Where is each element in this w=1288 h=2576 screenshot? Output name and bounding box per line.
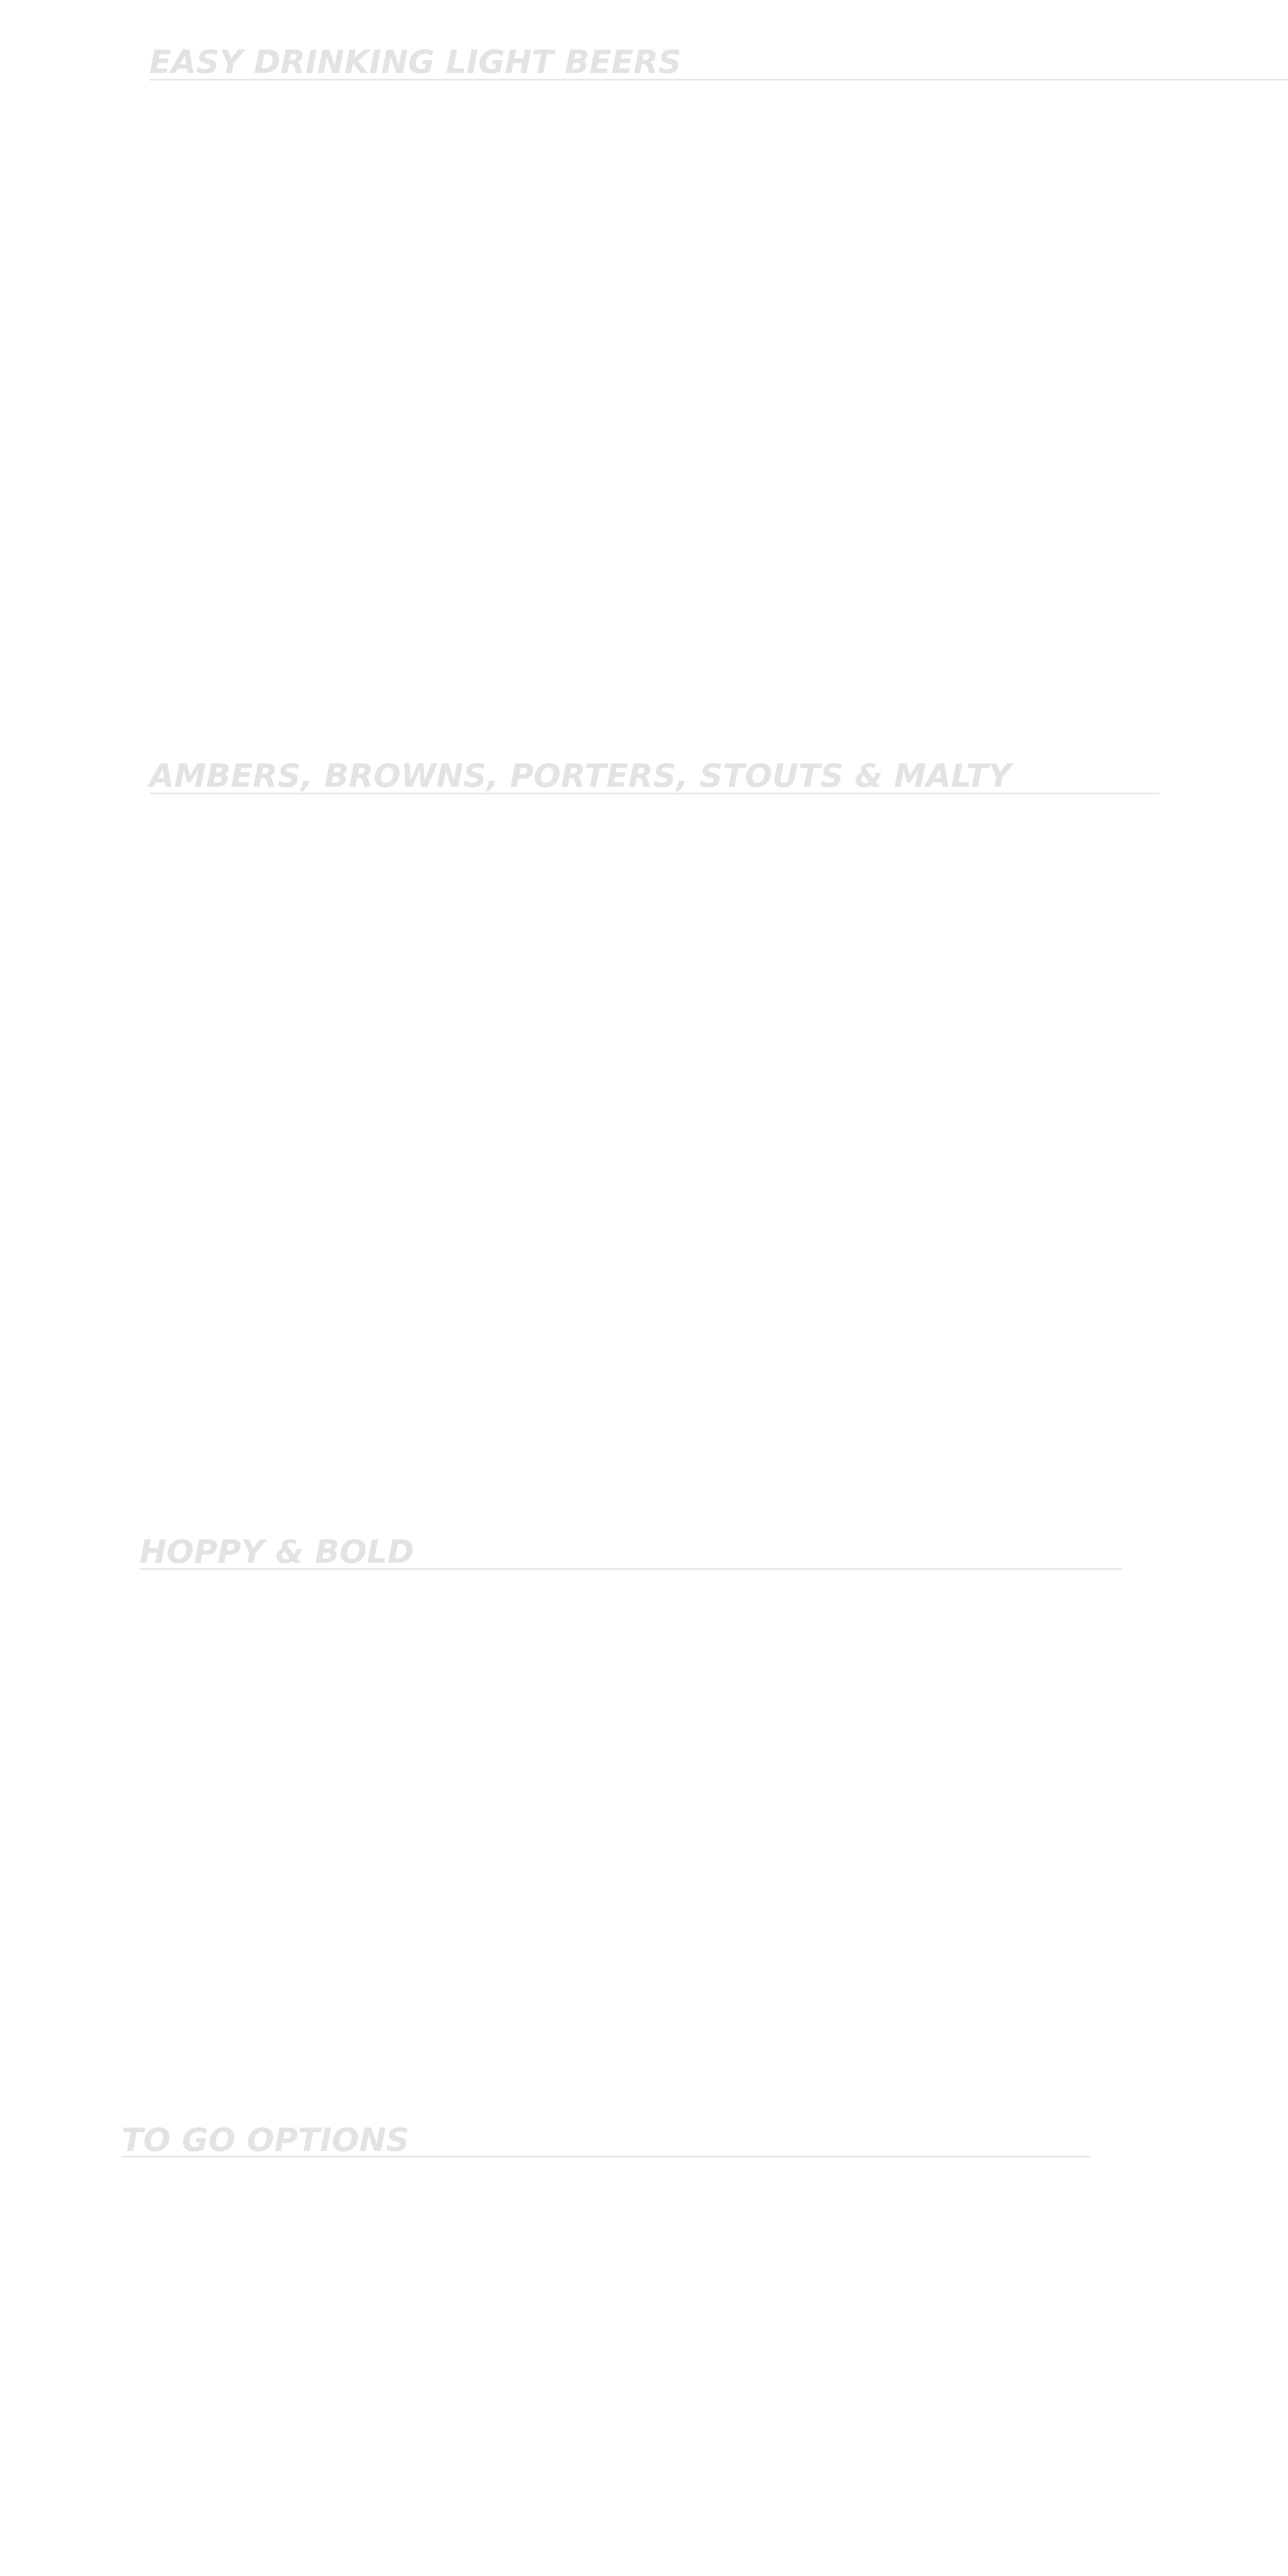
section-heading: EASY DRINKING LIGHT BEERS	[149, 43, 682, 81]
section-divider	[149, 79, 1288, 80]
section-items-area	[121, 2163, 1091, 2538]
section-divider	[121, 2156, 1091, 2157]
section-items-area	[149, 800, 1159, 1497]
section-items-area	[149, 86, 1288, 730]
section-divider	[149, 793, 1159, 794]
section-heading: AMBERS, BROWNS, PORTERS, STOUTS & MALTY	[149, 757, 1012, 795]
section-heading: HOPPY & BOLD	[140, 1533, 414, 1571]
section-items-area	[140, 1575, 1122, 2085]
section-divider	[140, 1568, 1122, 1570]
section-heading: TO GO OPTIONS	[121, 2121, 409, 2159]
